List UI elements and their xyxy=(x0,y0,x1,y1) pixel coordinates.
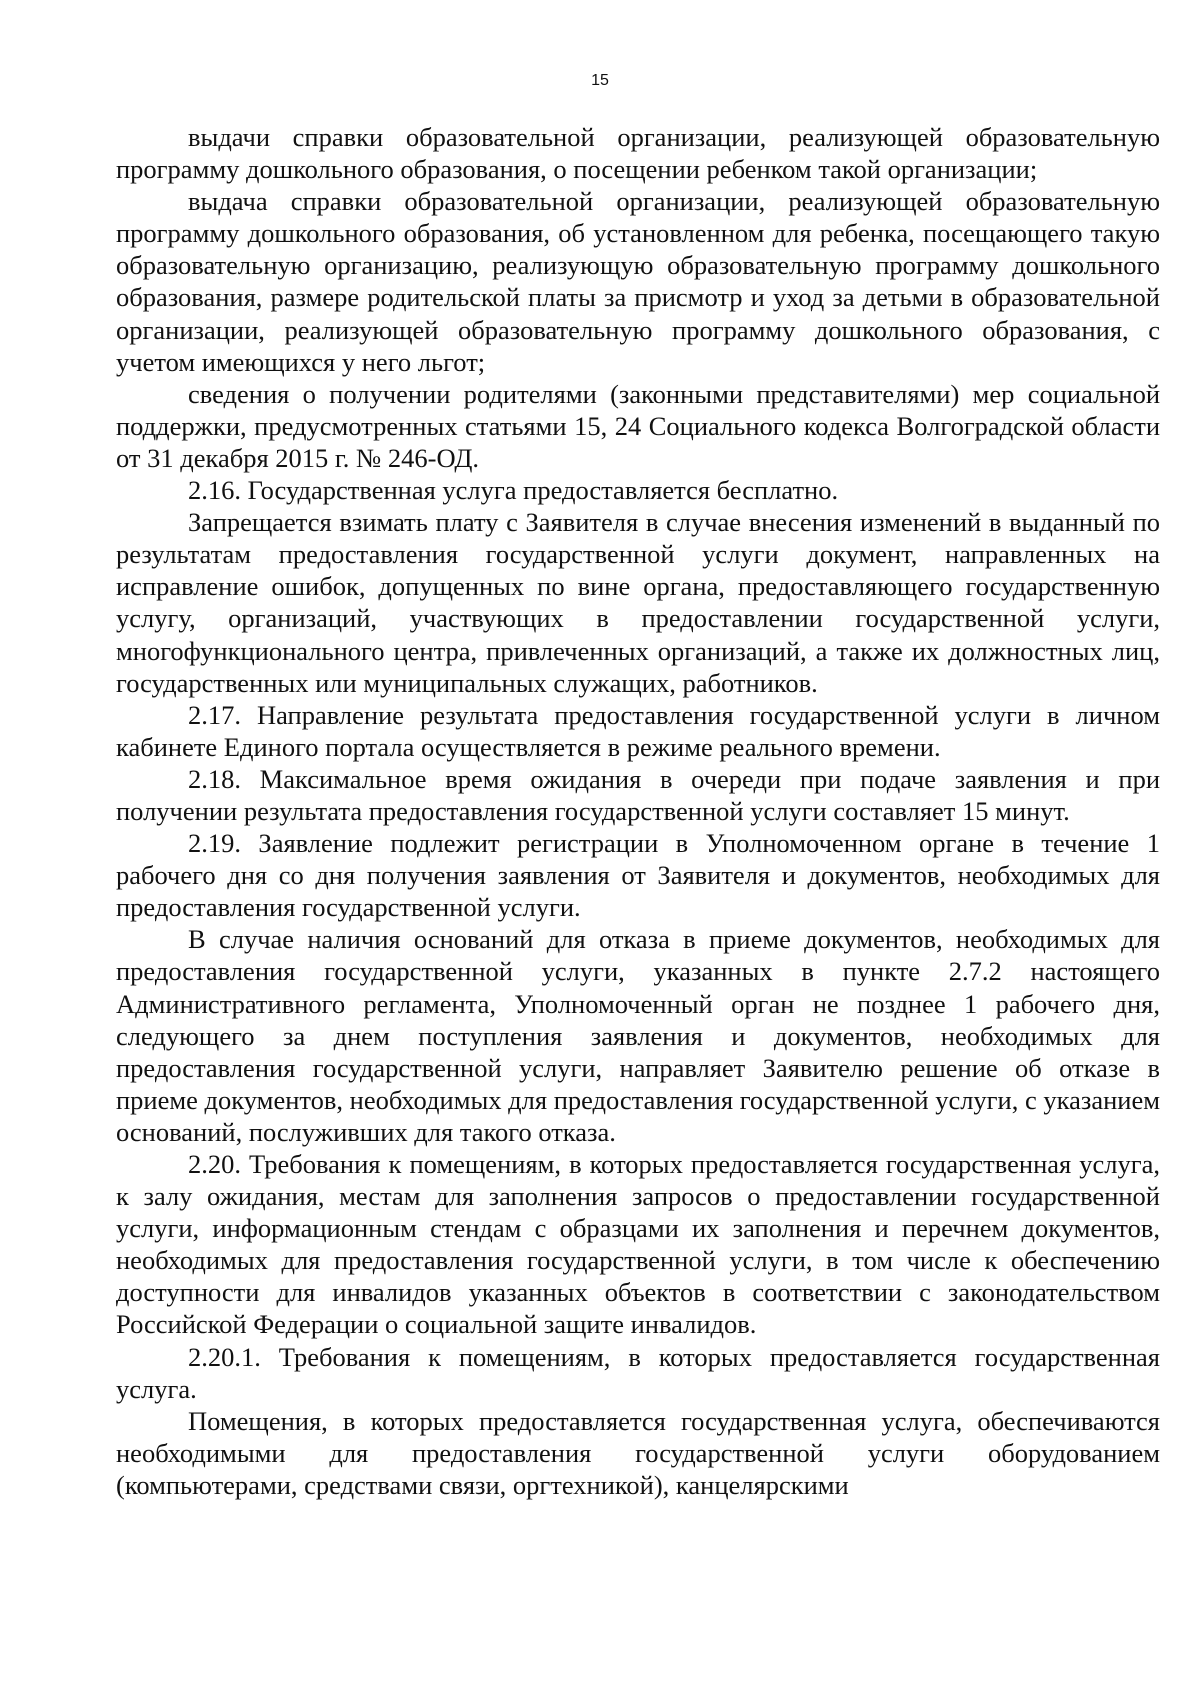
paragraph: выдачи справки образовательной организации, реализующей образовательную программу дошкольного образования, о посещении ребенком такой организации; xyxy=(116,122,1160,185)
paragraph: Помещения, в которых предоставляется государственная услуга, обеспечиваются необходимыми для предоставления государственной услуги оборудованием (компьютерами, средствами связи, оргтехникой), канцелярскими xyxy=(116,1405,1160,1500)
paragraph: 2.20. Требования к помещениям, в которых предоставляется государственная услуга, к залу ожидания, местам для заполнения запросов о предоставлении государственной услуги, информационным стендам с образцами их заполнения и перечнем документов, необходимых для предоставления государственной услуги, в том числе к обеспечению доступности для инвалидов указанных объектов в соответствии с законодательством Российской Федерации о социальной защите инвалидов. xyxy=(116,1149,1160,1340)
paragraph: 2.19. Заявление подлежит регистрации в Уполномоченном органе в течение 1 рабочего дня со дня получения заявления от Заявителя и документов, необходимых для предоставления государственной услуги. xyxy=(116,828,1160,923)
paragraph: Запрещается взимать плату с Заявителя в случае внесения изменений в выданный по результатам предоставления государственной услуги документ, направленных на исправление ошибок, допущенных по вине органа, предоставляющего государственную услугу, организаций, участвующих в предоставлении государственной услуги, многофункционального центра, привлеченных организаций, а также их должностных лиц, государственных или муниципальных служащих, работников. xyxy=(116,507,1160,698)
page-number: 15 xyxy=(591,72,609,89)
document-body xyxy=(116,121,1160,1501)
paragraph: 2.16. Государственная услуга предоставляется бесплатно. xyxy=(188,475,839,506)
paragraph: 2.17. Направление результата предоставления государственной услуги в личном кабинете Единого портала осуществляется в режиме реального времени. xyxy=(116,699,1160,762)
paragraph: сведения о получении родителями (законными представителями) мер социальной поддержки, предусмотренных статьями 15, 24 Социального кодекса Волгоградской области от 31 декабря 2015 г. № 246-ОД. xyxy=(116,378,1160,473)
paragraph: 2.18. Максимальное время ожидания в очереди при подаче заявления и при получении результата предоставления государственной услуги составляет 15 минут. xyxy=(116,763,1160,826)
paragraph: 2.20.1. Требования к помещениям, в которых предоставляется государственная услуга. xyxy=(116,1341,1160,1404)
paragraph: В случае наличия оснований для отказа в приеме документов, необходимых для предоставления государственной услуги, указанных в пункте 2.7.2 настоящего Административного регламента, Уполномоченный орган не позднее 1 рабочего дня, следующего за днем поступления заявления и документов, необходимых для предоставления государственной услуги, направляет Заявителю решение об отказе в приеме документов, необходимых для предоставления государственной услуги, с указанием оснований, послуживших для такого отказа. xyxy=(116,924,1160,1147)
paragraph: выдача справки образовательной организации, реализующей образовательную программу дошкольного образования, об установленном для ребенка, посещающего такую образовательную организацию, реализующую образовательную программу дошкольного образования, размере родительской платы за присмотр и уход за детьми в образовательной организации, реализующей образовательную программу дошкольного образования, с учетом имеющихся у него льгот; xyxy=(116,186,1160,377)
